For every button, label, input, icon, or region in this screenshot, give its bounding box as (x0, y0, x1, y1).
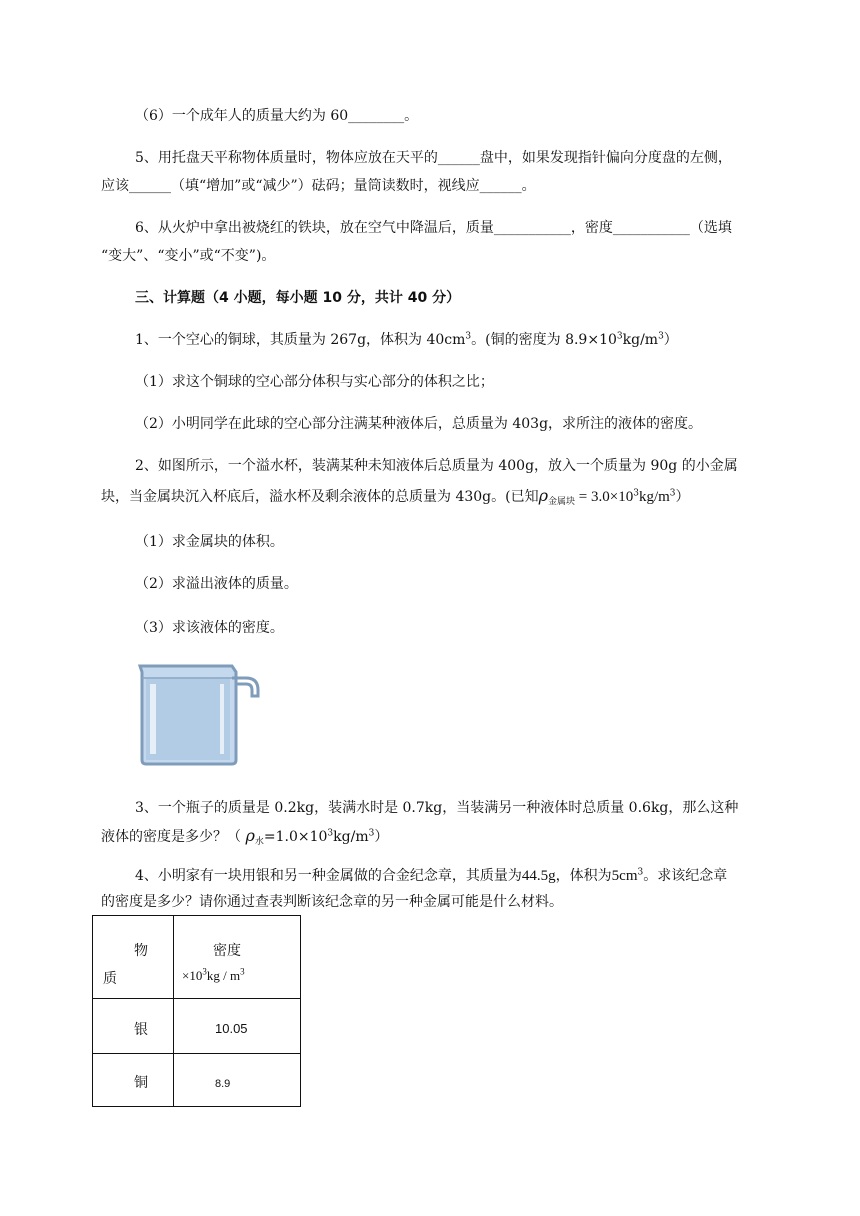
calc1-pre: 1、一个空心的铜球，其质量为 267g，体积为 40cm (135, 332, 466, 348)
calc4-volume-exp: 3 (637, 867, 644, 878)
calc4-line1 (135, 866, 727, 886)
calc2-exp: 3 (633, 488, 639, 499)
calc3-exp: 3 (327, 828, 334, 839)
calc2-end: ） (675, 489, 690, 505)
calc1-part1: （1）求这个铜球的空心部分体积与实心部分的体积之比； (135, 374, 494, 390)
q5-line2: 应该______（填“增加”或“减少”）砝码；量筒读数时，视线应______。 (101, 178, 536, 194)
q5-line1: 5、用托盘天平称物体质量时，物体应放在天平的______盘中，如果发现指针偏向分度盘的左侧， (135, 150, 732, 166)
table-row-silver-name: 银 (134, 1022, 148, 1038)
overflow-cup-image (134, 660, 264, 768)
q6-line1: 6、从火炉中拿出被烧红的铁块，放在空气中降温后，质量___________，密度___________（选填 (135, 220, 732, 236)
calc1-mid2: kg/m (622, 332, 659, 348)
calc2-unit: kg/m (638, 489, 670, 505)
calc4-mid: ，体积为 (555, 868, 612, 884)
unit-pre: ×10 (182, 968, 203, 983)
rho-water-symbol: ρ (245, 826, 255, 845)
calc3-density-value: =1.0×10 (263, 829, 328, 845)
calc1-text (135, 330, 678, 350)
table-header-unit (182, 968, 245, 984)
calc3-line2 (101, 826, 388, 852)
calc4-line2: 的密度是多少？请你通过查表判断该纪念章的另一种金属可能是什么材料。 (101, 894, 563, 910)
table-row-divider (93, 1053, 300, 1054)
section-3-title: 三、计算题（4 小题，每小题 10 分，共计 40 分） (135, 290, 461, 306)
rho-subscript: 金属块 (548, 497, 576, 507)
calc2-line2 (101, 486, 690, 512)
unit-post: kg / m (206, 968, 241, 983)
calc1-part2: （2）小明同学在此球的空心部分注满某种液体后，总质量为 403g，求所注的液体的密度。 (135, 416, 703, 432)
calc4-volume: 5cm (611, 868, 638, 884)
unit-exp2: 3 (240, 966, 245, 977)
rho-water-subscript: 水 (254, 837, 264, 847)
table-row-copper-value: 8.9 (215, 1078, 231, 1090)
calc1-exp1: 3 (465, 331, 472, 342)
calc2-part2: （2）求溢出液体的质量。 (135, 576, 298, 592)
density-table (92, 915, 301, 1107)
calc1-mid: 。(铜的密度为 8.9×10 (471, 332, 617, 348)
table-header-substance-1: 物 (134, 943, 148, 959)
q6-line2: “变大”、“变小”或“不变”)。 (101, 248, 276, 264)
calc4-end: 。求该纪念章 (643, 868, 728, 884)
table-header-density: 密度 (213, 943, 241, 959)
calc2-part3: （3）求该液体的密度。 (135, 620, 284, 636)
calc3-line2-pre: 液体的密度是多少？（ (101, 829, 246, 845)
calc2-exp2: 3 (669, 488, 676, 499)
table-row-divider (93, 998, 300, 999)
unit-exp: 3 (202, 966, 207, 977)
calc2-line1: 2、如图所示，一个溢水杯，装满某种未知液体后总质量为 400g，放入一个质量为 90g 的小金属 (135, 458, 738, 474)
table-column-divider (173, 916, 174, 1106)
calc4-mass: 44.5g (521, 868, 556, 884)
q2-6-text: （6）一个成年人的质量大约为 60________。 (135, 108, 419, 124)
calc3-unit: kg/m (333, 829, 369, 845)
calc2-density-value: = 3.0×10 (575, 489, 634, 505)
table-row-silver-value: 10.05 (215, 1021, 248, 1036)
calc3-end: ） (374, 829, 389, 845)
calc1-end: ） (663, 332, 678, 348)
table-row-copper-name: 铜 (134, 1075, 148, 1091)
calc3-line1: 3、一个瓶子的质量是 0.2kg，装满水时是 0.7kg，当装满另一种液体时总质量 0.6kg，那么这种 (135, 800, 739, 816)
calc2-line2-pre: 块，当金属块沉入杯底后，溢水杯及剩余液体的总质量为 430g。(已知 (101, 489, 539, 505)
calc3-exp2: 3 (368, 828, 375, 839)
calc1-exp3: 3 (658, 331, 664, 342)
calc4-pre: 4、小明家有一块用银和另一种金属做的合金纪念章，其质量为 (135, 868, 522, 884)
calc1-exp2: 3 (616, 331, 623, 342)
table-header-substance-2: 质 (103, 971, 117, 987)
calc2-part1: （1）求金属块的体积。 (135, 534, 284, 550)
rho-symbol: ρ (538, 486, 549, 505)
